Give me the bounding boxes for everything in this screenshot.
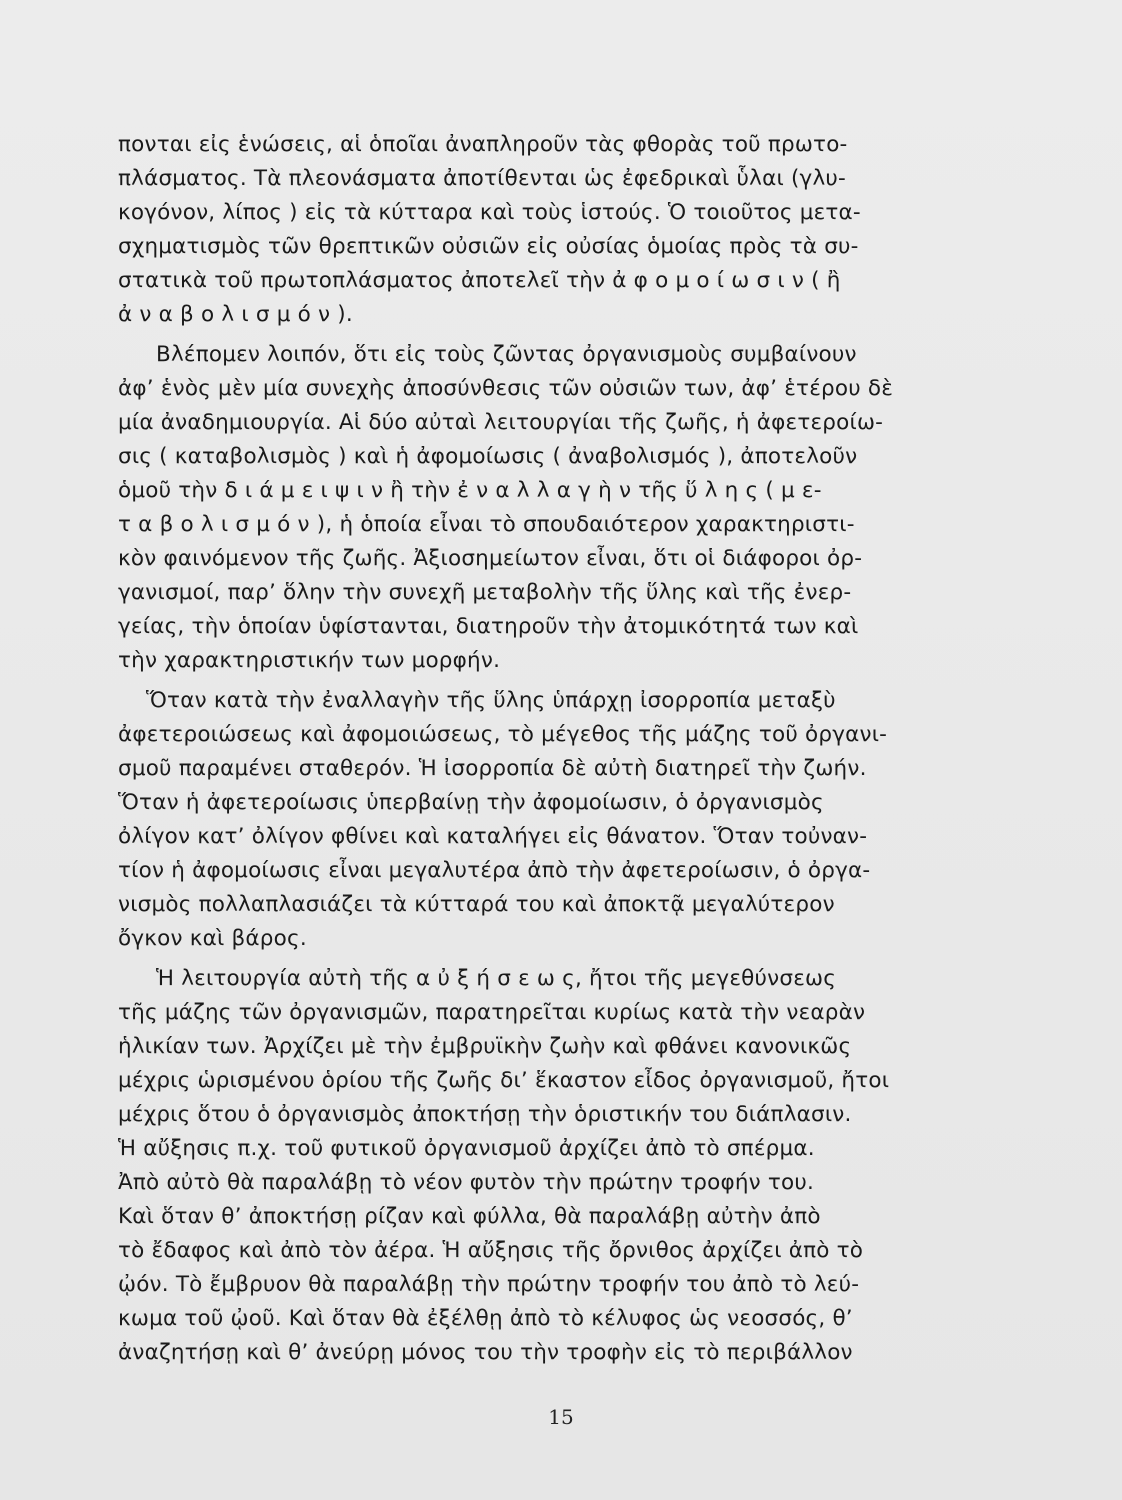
text-line-34: ᾠόν. Τὸ ἔμβρυον θὰ παραλάβῃ τὴν πρώτην τροφήν του ἀπὸ τὸ λεύ- (118, 1272, 860, 1297)
text-line-22: τίον ἡ ἀφομοίωσις εἶναι μεγαλυτέρα ἀπὸ τὴν ἀφετεροίωσιν, ὁ ὀργα- (118, 858, 871, 883)
text-line-28: μέχρις ὡρισμένου ὁρίου τῆς ζωῆς δι’ ἕκαστον εἶδος ὀργανισμοῦ, ἤτοι (118, 1068, 890, 1093)
text-line-1: πονται εἰς ἑνώσεις, αἱ ὁποῖαι ἀναπληροῦν τὰς φθορὰς τοῦ πρωτο- (118, 132, 848, 157)
text-line-12: τ α β ο λ ι σ μ ό ν ), ἡ ὁποία εἶναι τὸ σπουδαιότερον χαρακτηριστι- (118, 512, 855, 537)
text-line-21: ὀλίγον κατ’ ὀλίγον φθίνει καὶ καταλήγει εἰς θάνατον. Ὅταν τοὐναν- (118, 824, 868, 849)
page-number: 15 (548, 1405, 574, 1429)
text-line-4: σχηματισμὸς τῶν θρεπτικῶν οὐσιῶν εἰς οὐσίας ὁμοίας πρὸς τὰ συ- (118, 234, 859, 259)
text-line-33: τὸ ἔδαφος καὶ ἀπὸ τὸν ἀέρα. Ἡ αὔξησις τῆς ὄρνιθος ἀρχίζει ἀπὸ τὸ (118, 1238, 864, 1263)
text-line-17: Ὅταν κατὰ τὴν ἐναλλαγὴν τῆς ὕλης ὑπάρχῃ ἰσορροπία μεταξὺ (146, 688, 836, 713)
text-line-14: γανισμοί, παρ’ ὅλην τὴν συνεχῆ μεταβολὴν τῆς ὕλης καὶ τῆς ἐνερ- (118, 580, 852, 605)
text-line-20: Ὅταν ἡ ἀφετεροίωσις ὑπερβαίνῃ τὴν ἀφομοίωσιν, ὁ ὀργανισμὸς (118, 790, 824, 815)
text-line-13: κὸν φαινόμενον τῆς ζωῆς. Ἀξιοσημείωτον εἶναι, ὅτι οἱ διάφοροι ὀρ- (118, 546, 863, 571)
text-line-6: ἀ ν α β ο λ ι σ μ ό ν ). (118, 302, 353, 327)
text-line-11: ὁμοῦ τὴν δ ι ά μ ε ι ψ ι ν ἢ τὴν ἐ ν α λ λ α γ ὴ ν τῆς ὕ λ η ς ( μ ε- (118, 478, 822, 503)
text-line-35: κωμα τοῦ ᾠοῦ. Καὶ ὅταν θὰ ἐξέλθῃ ἀπὸ τὸ κέλυφος ὡς νεοσσός, θ’ (118, 1306, 853, 1331)
text-line-3: κογόνον, λίπος ) εἰς τὰ κύτταρα καὶ τοὺς ἱστούς. Ὁ τοιοῦτος μετα- (118, 200, 861, 225)
text-line-31: Ἀπὸ αὐτὸ θὰ παραλάβῃ τὸ νέον φυτὸν τὴν πρώτην τροφήν του. (118, 1170, 815, 1195)
text-line-27: ἡλικίαν των. Ἀρχίζει μὲ τὴν ἐμβρυϊκὴν ζωὴν καὶ φθάνει κανονικῶς (118, 1034, 852, 1059)
text-line-29: μέχρις ὅτου ὁ ὀργανισμὸς ἀποκτήσῃ τὴν ὁριστικήν του διάπλασιν. (118, 1102, 852, 1127)
text-line-24: ὄγκον καὶ βάρος. (118, 926, 307, 951)
text-line-32: Καὶ ὅταν θ’ ἀποκτήσῃ ρίζαν καὶ φύλλα, θὰ παραλάβῃ αὐτὴν ἀπὸ (118, 1204, 821, 1229)
text-line-9: μία ἀναδημιουργία. Αἱ δύο αὐταὶ λειτουργίαι τῆς ζωῆς, ἡ ἀφετεροίω- (118, 410, 884, 435)
text-line-8: ἀφ’ ἑνὸς μὲν μία συνεχὴς ἀποσύνθεσις τῶν οὐσιῶν των, ἀφ’ ἑτέρου δὲ (118, 376, 894, 401)
text-line-16: τὴν χαρακτηριστικήν των μορφήν. (118, 648, 501, 673)
text-line-25: Ἡ λειτουργία αὐτὴ τῆς α ὐ ξ ή σ ε ω ς, ἤτοι τῆς μεγεθύνσεως (156, 966, 837, 991)
text-line-18: ἀφετεροιώσεως καὶ ἀφομοιώσεως, τὸ μέγεθος τῆς μάζης τοῦ ὀργανι- (118, 722, 888, 747)
text-line-23: νισμὸς πολλαπλασιάζει τὰ κύτταρά του καὶ ἀποκτᾷ μεγαλύτερον (118, 892, 835, 917)
text-line-10: σις ( καταβολισμὸς ) καὶ ἡ ἀφομοίωσις ( ἀναβολισμός ), ἀποτελοῦν (118, 444, 858, 469)
text-line-30: Ἡ αὔξησις π.χ. τοῦ φυτικοῦ ὀργανισμοῦ ἀρχίζει ἀπὸ τὸ σπέρμα. (118, 1136, 815, 1161)
text-line-15: γείας, τὴν ὁποίαν ὑφίστανται, διατηροῦν τὴν ἀτομικότητά των καὶ (118, 614, 859, 639)
text-line-36: ἀναζητήσῃ καὶ θ’ ἀνεύρῃ μόνος του τὴν τροφὴν εἰς τὸ περιβάλλον (118, 1340, 853, 1365)
text-line-19: σμοῦ παραμένει σταθερόν. Ἡ ἰσορροπία δὲ αὐτὴ διατηρεῖ τὴν ζωήν. (118, 756, 867, 781)
text-line-26: τῆς μάζης τῶν ὀργανισμῶν, παρατηρεῖται κυρίως κατὰ τὴν νεαρὰν (118, 1000, 866, 1025)
text-line-2: πλάσματος. Τὰ πλεονάσματα ἀποτίθενται ὡς ἐφεδρικαὶ ὗλαι (γλυ- (118, 166, 846, 191)
text-line-5: στατικὰ τοῦ πρωτοπλάσματος ἀποτελεῖ τὴν ἀ φ ο μ ο ί ω σ ι ν ( ἢ (118, 268, 841, 293)
text-line-7: Βλέπομεν λοιπόν, ὅτι εἰς τοὺς ζῶντας ὀργανισμοὺς συμβαίνουν (156, 342, 857, 367)
